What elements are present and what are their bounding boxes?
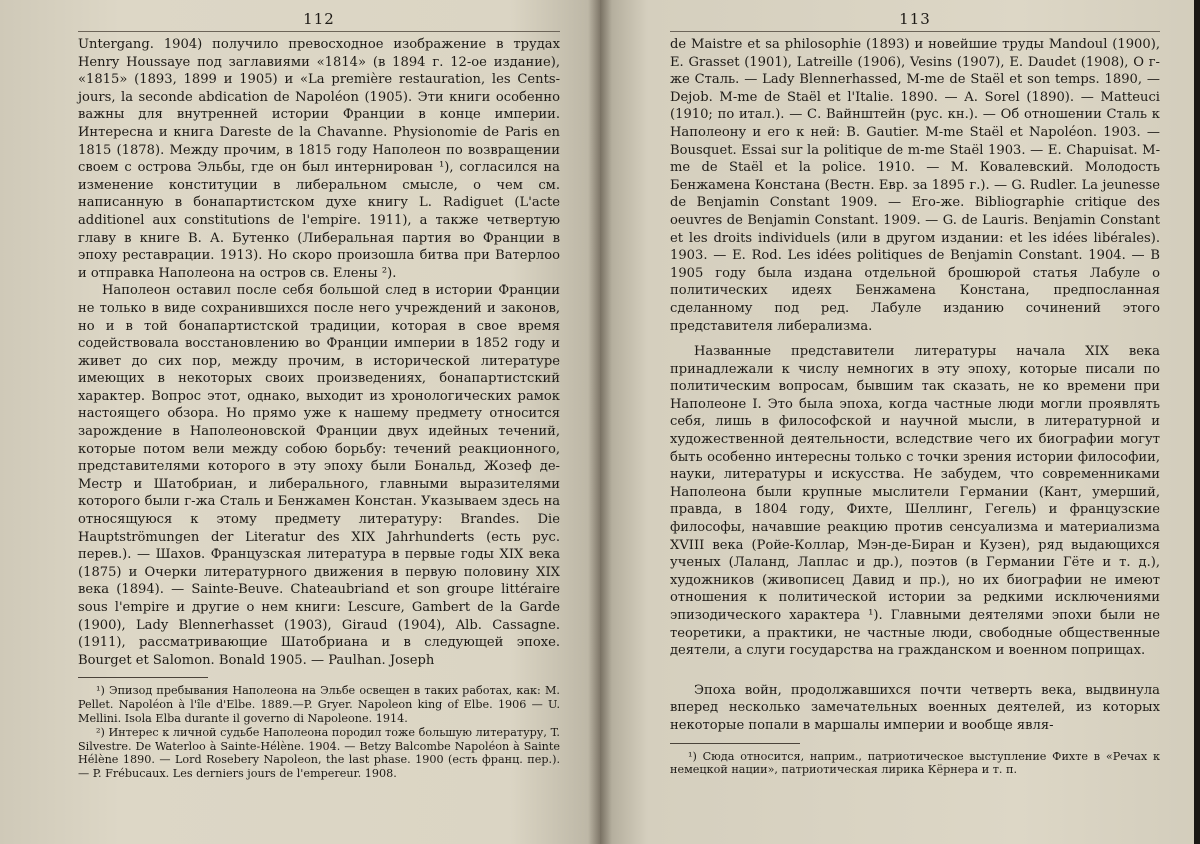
- paragraph-gap: [670, 335, 1160, 343]
- left-page-footnotes: [78, 684, 560, 781]
- paragraph: de Maistre et sa philosophie (1893) и новейшие труды Mandoul (1900), E. Grasset (1901), Latreille (1906), Vesins (1907), E. Daudet (1908), О г-же Сталь. — Lady Blennerhassed, M-me de Staël et son temps. 1890, — Dejob. M-me de Staël et l'Italie. 1890. — A. Sorel (1890). — Matteuci (1910; по итал.). — С. Вайнштейн (рус. кн.). — Об отношении Сталь к Наполеону и его к ней: B. Gautier. M-me Staël et Napoléon. 1903. — Bousquet. Essai sur la politique de m-me Staël 1903. — E. Chapuisat. M-me de Staël et la police. 1910. — M. Ковалевский. Молодость Бенжамена Констана (Вестн. Евр. за 1895 г.). — G. Rudler. La jeunesse de Benjamin Constant 1909. — Его-же. Bibliographie critique des oeuvres de Benjamin Constant. 1909. — G. de Lauris. Benjamin Constant et les droits individuels (или в другом издании: et les idées libérales). 1903. — E. Rod. Les idées politiques de Benjamin Constant. 1904. — В 1905 году была издана отдельной брошюрой статья Лабуле о политических идеях Бенжамена Констана, предпосланная сделанному под ред. Лабуле изданию сочинений этого представителя либерализма.: [670, 37, 1160, 334]
- right-page-body: [670, 36, 1160, 735]
- page-number-right: 113: [670, 10, 1160, 32]
- paragraph: Untergang. 1904) получило превосходное изображение в трудах Henry Houssaye под заглавиями «1814» (в 1894 г. 12-ое издание), «1815» (1893, 1899 и 1905) и «La première restauration, les Cents-jours, la seconde abdication de Napoléon (1905). Эти книги особенно важны для внутренней истории Франции в конце империи. Интересна и книга Dareste de la Chavanne. Physionomie de Paris en 1815 (1878). Между прочим, в 1815 году Наполеон по возвращении своем с острова Эльбы, где он был интернирован ¹), согласился на изменение конституции в либеральном смысле, о чем см. написанную в бонапартистском духе книгу L. Radiguet (L'acte additionel aux constitutions de l'empire. 1911), а также четвертую главу в книге В. А. Бутенко (Либеральная партия во Франции в эпоху реставрации. 1913). Но скоро произошла битва при Ватерлоо и отправка Наполеона на остров св. Елены ²).: [78, 37, 560, 281]
- right-page: [600, 0, 1200, 844]
- footnote: ¹) Эпизод пребывания Наполеона на Эльбе освещен в таких работах, как: M. Pellet. Napoléon à l'île d'Elbe. 1889.—P. Gryer. Napoleon king of Elbe. 1906 — U. Mellini. Isola Elba durante il governo di Napoleone. 1914.: [78, 684, 560, 725]
- footnote-separator: [78, 677, 208, 678]
- paragraph: Эпоха войн, продолжавшихся почти четверть века, выдвинула вперед несколько замечательных военных деятелей, из которых некоторые попали в маршалы империи и вообще явля-: [670, 682, 1160, 733]
- paragraph: Наполеон оставил после себя большой след в истории Франции не только в виде сохранившихся после него учреждений и законов, но и в той бонапартистской традиции, которая в свое время содействовала восстановлению во Франции империи в 1852 году и живет до сих пор, между прочим, в исторической литературе имеющих в некоторых своих произведениях, бонапартистский характер. Вопрос этот, однако, выходит из хронологических рамок настоящего обзора. Но прямо уже к нашему предмету относится зарождение в Наполеоновской Франции двух идейных течений, которые потом вели между собою борьбу: течений реакционного, представителями которого в эту эпоху были Бональд, Жозеф де-Местр и Шатобриан, и либерального, главными выразителями которого были г-жа Сталь и Бенжамен Констан. Указываем здесь на относящуюся к этому предмету литературу: Brandes. Die Hauptströmungen der Literatur des XIX Jahrhunderts (есть рус. перев.). — Шахов. Французская литература в первые годы XIX века (1875) и Очерки литературного движения в первую половину XIX века (1894). — Sainte-Beuve. Chateaubriand et son groupe littéraire sous l'empire и другие о нем книги: Lescure, Gambert de la Garde (1900), Lady Blennerhasset (1903), Giraud (1904), Alb. Cassagne. (1911), рассматривающие Шатобриана и в следующей эпохе. Bourget et Salomon. Bonald 1905. — Paulhan. Joseph: [78, 283, 560, 668]
- book-gutter: [588, 0, 612, 844]
- footnote: ²) Интерес к личной судьбе Наполеона породил тоже большую литературу, T. Silvestre. De Waterloo à Sainte-Hélène. 1904. — Betzy Balcombe Napoléon à Sainte Hélène 1890. — Lord Rosebery Napoleon, the last phase. 1900 (есть франц. пер.). — P. Frébucaux. Les derniers jours de l'empereur. 1908.: [78, 725, 560, 781]
- section-gap: [670, 660, 1160, 682]
- paragraph: Названные представители литературы начала XIX века принадлежали к числу немногих в эту эпоху, которые писали по политическим вопросам, бывшим так сказать, не ко времени при Наполеоне I. Это была эпоха, когда частные люди могли проявлять себя, лишь в философской и научной мысли, в литературной и художественной деятельности, вследствие чего их биографии могут быть особенно интересны только с точки зрения истории философии, науки, литературы и искусства. Не забудем, что современниками Наполеона были крупные мыслители Германии (Кант, умерший, правда, в 1804 году, Фихте, Шеллинг, Гегель) и французские философы, начавшие реакцию против сенсуализма и материализма XVIII века (Ройе-Коллар, Мэн-де-Биран и Кузен), ряд выдающихся ученых (Лаланд, Лаплас и др.), поэтов (в Германии Гёте и т. д.), художников (живописец Давид и пр.), но их биографии не имеют отношения к политической истории за редкими исключениями эпизодического характера ¹). Главными деятелями эпохи были не теоретики, а практики, не частные люди, свободные общественные деятели, а слуги государства на гражданском и военном поприщах.: [670, 344, 1160, 659]
- right-page-footnotes: [670, 750, 1160, 778]
- page-number-left: 112: [78, 10, 560, 32]
- footnote-separator: [670, 743, 800, 744]
- left-page-body: [78, 36, 560, 669]
- page-edge: [1194, 0, 1200, 844]
- footnote: ¹) Сюда относится, наприм., патриотическое выступление Фихте в «Речах к немецкой нации», патриотическая лирика Кёрнера и т. п.: [670, 749, 1160, 777]
